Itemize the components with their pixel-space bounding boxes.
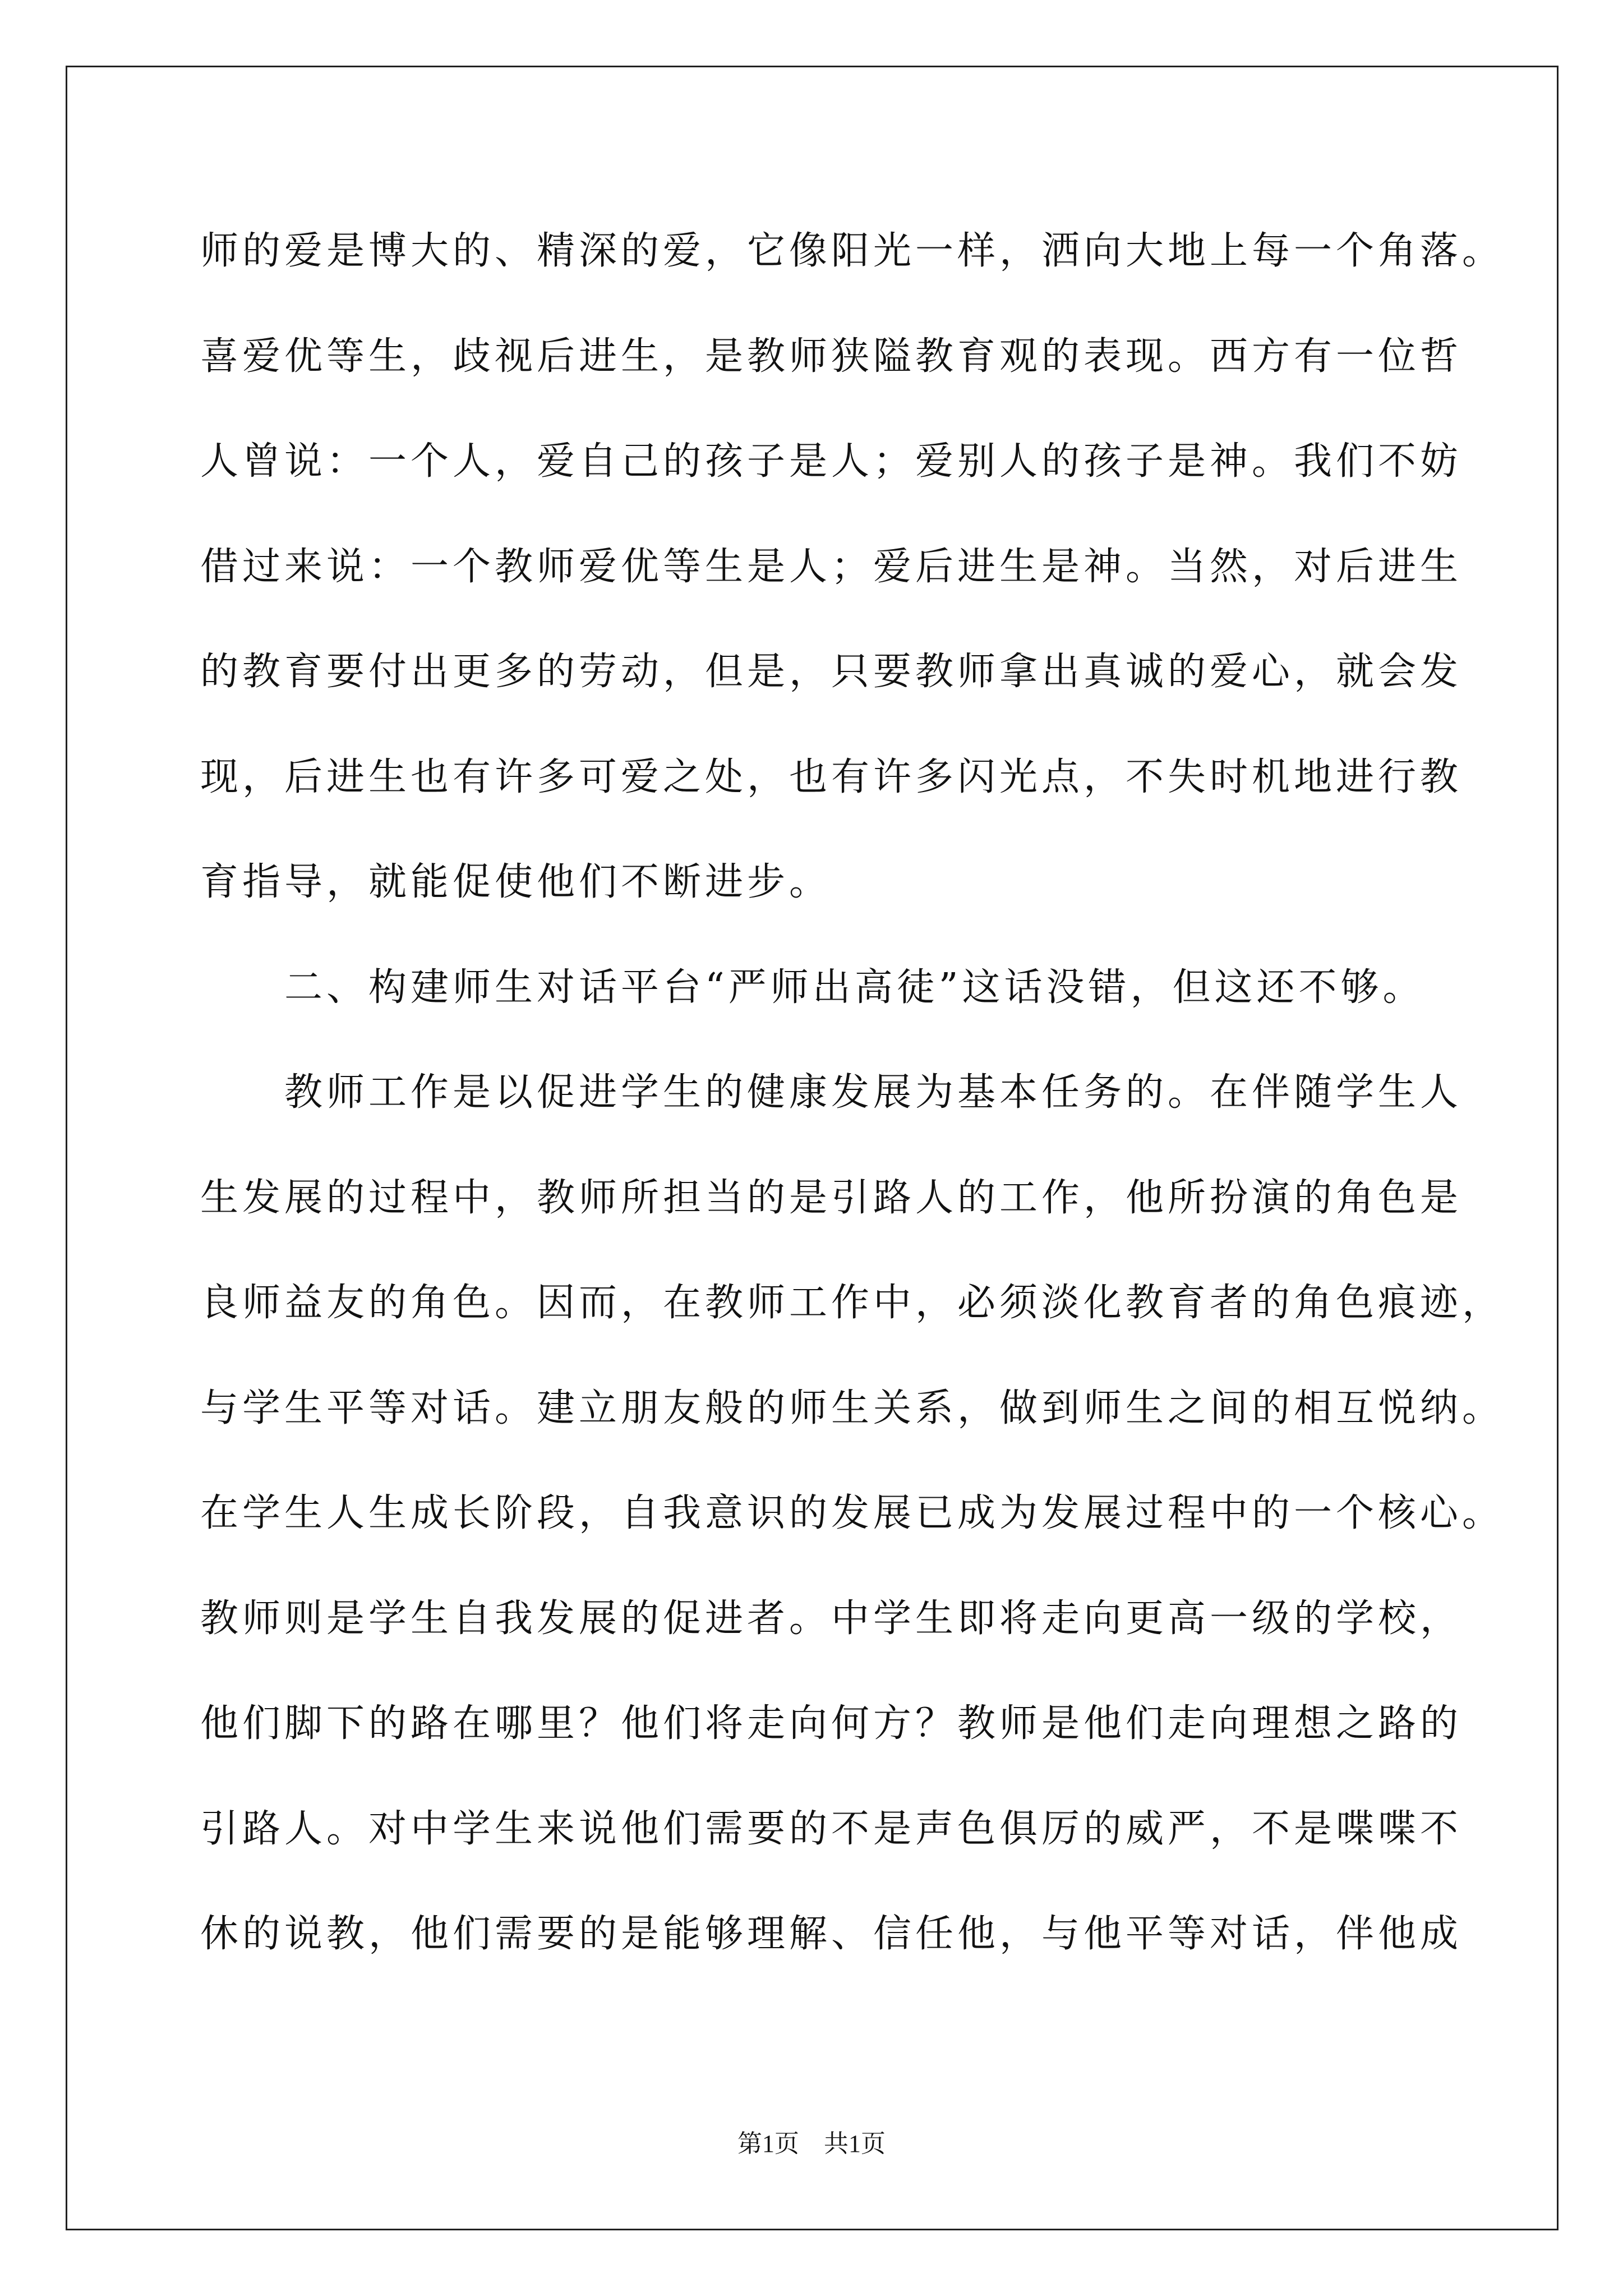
text-line: 与学生平等对话。建立朋友般的师生关系，做到师生之间的相互悦纳。 [200, 1386, 1505, 1430]
text-line: 育指导，就能促使他们不断进步。 [200, 860, 832, 904]
text-line: 教师工作是以促进学生的健康发展为基本任务的。在伴随学生人 [200, 1070, 1463, 1115]
text-line: 休的说教，他们需要的是能够理解、信任他，与他平等对话，伴他成 [200, 1912, 1463, 1956]
text-line: 人曾说：一个人，爱自己的孩子是人；爱别人的孩子是神。我们不妨 [200, 439, 1463, 484]
text-line: 借过来说：一个教师爱优等生是人；爱后进生是神。当然，对后进生 [200, 544, 1463, 589]
text-line: 引路人。对中学生来说他们需要的不是声色俱厉的威严，不是喋喋不 [200, 1806, 1463, 1851]
text-line: 现，后进生也有许多可爱之处，也有许多闪光点，不失时机地进行教 [200, 754, 1463, 799]
body-text [200, 199, 1505, 1987]
page-number-footer: 第1页 共1页 [737, 2130, 886, 2157]
text-line: 良师益友的角色。因而，在教师工作中，必须淡化教育者的角色痕迹， [200, 1281, 1505, 1325]
text-line: 生发展的过程中，教师所担当的是引路人的工作，他所扮演的角色是 [200, 1175, 1463, 1220]
text-line: 的教育要付出更多的劳动，但是，只要教师拿出真诚的爱心，就会发 [200, 650, 1463, 694]
text-line: 在学生人生成长阶段，自我意识的发展已成为发展过程中的一个核心。 [200, 1491, 1505, 1535]
text-line: 师的爱是博大的、精深的爱，它像阳光一样，洒向大地上每一个角落。 [200, 229, 1505, 273]
text-line: 二、构建师生对话平台“严师出高徒”这话没错，但这还不够。 [200, 965, 1425, 1010]
text-line: 他们脚下的路在哪里？他们将走向何方？教师是他们走向理想之路的 [200, 1701, 1463, 1746]
text-line: 教师则是学生自我发展的促进者。中学生即将走向更高一级的学校， [200, 1596, 1463, 1641]
text-line: 喜爱优等生，歧视后进生，是教师狭隘教育观的表现。西方有一位哲 [200, 334, 1463, 379]
